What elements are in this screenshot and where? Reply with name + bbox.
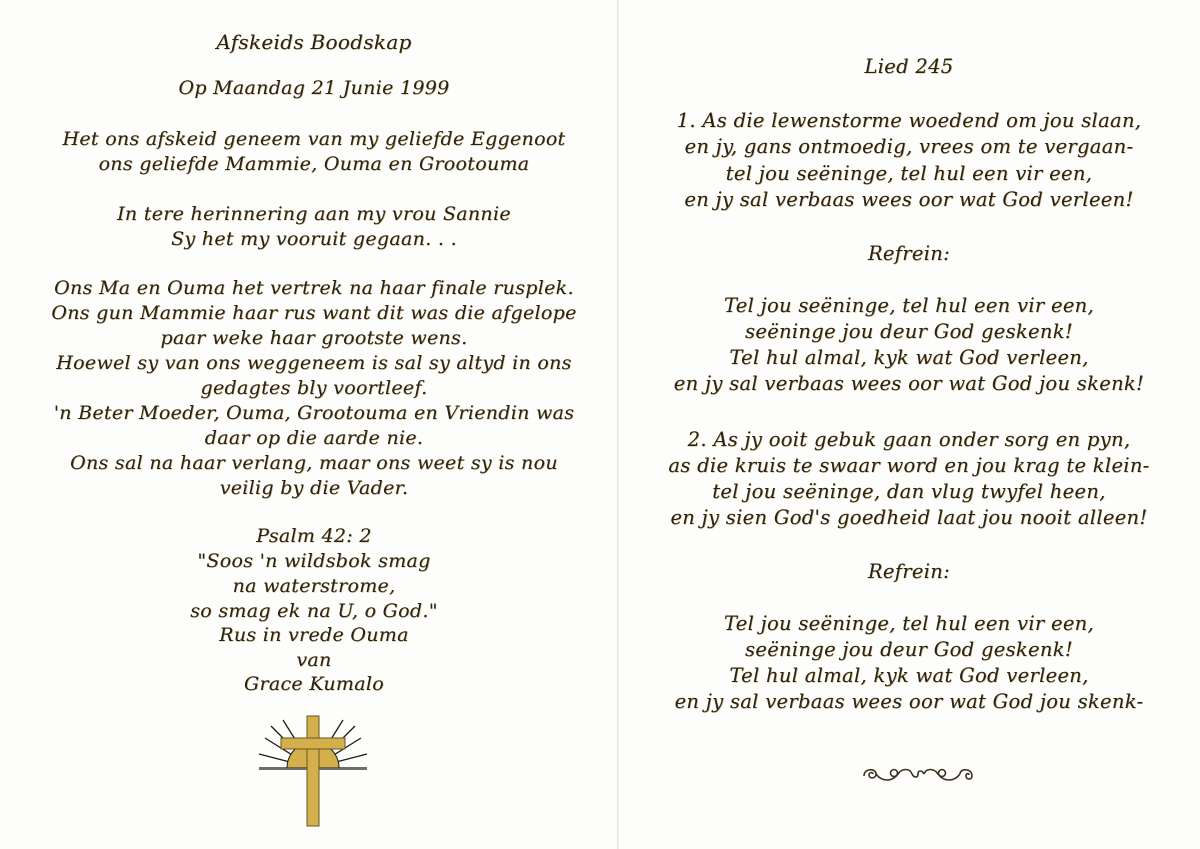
intro-line: Het ons afskeid geneem van my geliefde Eggenoot — [62, 128, 566, 150]
farewell-line: Rus in vrede Ouma — [219, 624, 409, 646]
sender-name: Grace Kumalo — [244, 673, 384, 695]
psalm-line: "Soos 'n wildsbok smag — [197, 550, 431, 572]
scroll-flourish-icon — [858, 760, 978, 788]
tribute-line: Ons sal na haar verlang, maar ons weet sy is nou — [70, 452, 558, 474]
refrain-line: en jy sal verbaas wees oor wat God jou skenk- — [674, 690, 1144, 713]
tribute-line: Ons Ma en Ouma het vertrek na haar finale rusplek. — [54, 277, 574, 299]
husband-line: Sy het my vooruit gegaan. . . — [171, 228, 457, 250]
tribute-line: paar weke haar grootste wens. — [160, 327, 468, 349]
husband-line: In tere herinnering aan my vrou Sannie — [117, 203, 511, 225]
verse-line: 1. As die lewenstorme woedend om jou slaan, — [676, 109, 1142, 132]
refrain-line: Tel hul almal, kyk wat God verleen, — [729, 664, 1089, 687]
page-title: Afskeids Boodskap — [216, 30, 412, 54]
farewell-line: van — [296, 649, 332, 671]
verse-line: tel jou seëninge, dan vlug twyfel heen, — [712, 480, 1106, 503]
tribute-line: veilig by die Vader. — [219, 477, 409, 499]
cross-sunrise-icon — [257, 712, 369, 830]
verse-line: 2. As jy ooit gebuk gaan onder sorg en pyn, — [687, 428, 1131, 451]
refrain-label: Refrein: — [867, 242, 951, 265]
psalm-reference: Psalm 42: 2 — [256, 525, 372, 547]
tribute-line: gedagtes bly voortleef. — [200, 377, 428, 399]
psalm-line: so smag ek na U, o God." — [190, 600, 438, 622]
tribute-line: Ons gun Mammie haar rus want dit was die afgelope — [51, 302, 577, 324]
hymn-title: Lied 245 — [864, 55, 954, 78]
refrain-line: Tel jou seëninge, tel hul een vir een, — [723, 294, 1095, 317]
tribute-line: daar op die aarde nie. — [204, 427, 424, 449]
tribute-line: 'n Beter Moeder, Ouma, Grootouma en Vriendin was — [53, 402, 575, 424]
psalm-line: na waterstrome, — [232, 575, 396, 597]
refrain-line: Tel jou seëninge, tel hul een vir een, — [723, 612, 1095, 635]
verse-line: tel jou seëninge, tel hul een vir een, — [725, 162, 1093, 185]
verse-line: as die kruis te swaar word en jou krag te klein- — [668, 454, 1150, 477]
tribute-line: Hoewel sy van ons weggeneem is sal sy altyd in ons — [56, 352, 572, 374]
refrain-line: en jy sal verbaas wees oor wat God jou skenk! — [673, 372, 1145, 395]
date-line: Op Maandag 21 Junie 1999 — [178, 77, 450, 99]
verse-line: en jy sal verbaas wees oor wat God verleen! — [684, 188, 1134, 211]
verse-line: en jy, gans ontmoedig, vrees om te vergaan- — [684, 135, 1134, 158]
refrain-line: seëninge jou deur God geskenk! — [745, 638, 1073, 661]
refrain-label: Refrein: — [867, 560, 951, 583]
verse-line: en jy sien God's goedheid laat jou nooit alleen! — [670, 506, 1148, 529]
intro-line: ons geliefde Mammie, Ouma en Grootouma — [98, 153, 530, 175]
right-page — [618, 0, 1200, 849]
refrain-line: seëninge jou deur God geskenk! — [745, 320, 1073, 343]
refrain-line: Tel hul almal, kyk wat God verleen, — [729, 346, 1089, 369]
